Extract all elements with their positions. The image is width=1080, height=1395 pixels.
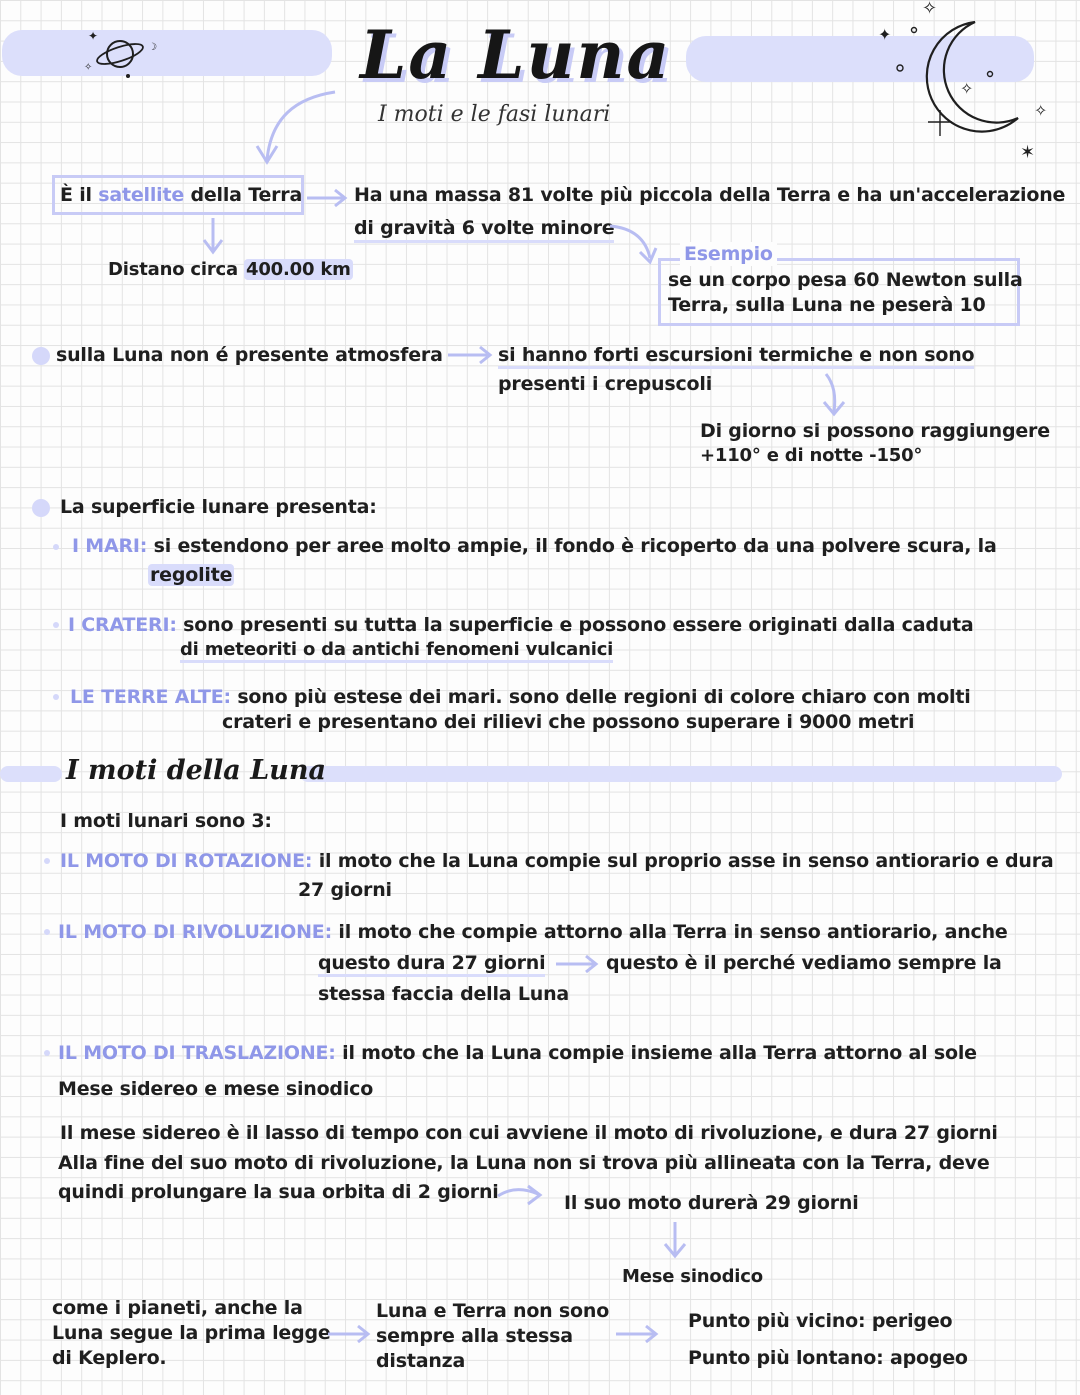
crateri-label: I CRATERI: bbox=[68, 614, 177, 636]
kepler-line-2: Luna segue la prima legge bbox=[52, 1322, 331, 1344]
svg-text:☽: ☽ bbox=[148, 42, 157, 53]
svg-text:✦: ✦ bbox=[88, 29, 99, 43]
bullet-dot-2 bbox=[32, 499, 50, 517]
bullet bbox=[44, 858, 50, 864]
rivoluzione-result: questo è il perché vediamo sempre la bbox=[606, 952, 1002, 974]
apogeo: Punto più lontano: apogeo bbox=[688, 1347, 968, 1369]
svg-text:✧: ✧ bbox=[84, 62, 93, 73]
kepler-mid-1: Luna e Terra non sono bbox=[376, 1300, 610, 1322]
curved-arrow-icon-2 bbox=[608, 222, 658, 266]
terre-line-2: crateri e presentano dei rilievi che possono superare i 9000 metri bbox=[222, 711, 915, 733]
distance-value: 400.00 km bbox=[246, 259, 351, 280]
atmosphere-result-line-1: si hanno forti escursioni termiche e non sono bbox=[498, 343, 974, 367]
example-line-2: Terra, sulla Luna ne peserà 10 bbox=[668, 294, 986, 316]
bullet bbox=[53, 694, 59, 700]
planet-icon bbox=[84, 26, 164, 82]
mesi-result: Il suo moto durerà 29 giorni bbox=[564, 1192, 859, 1214]
arrow-right-icon-6 bbox=[614, 1324, 660, 1344]
page-title: La Luna bbox=[360, 16, 672, 94]
crateri-line-1: I CRATERI: sono presenti su tutta la superficie e possono essere originati dalla caduta bbox=[68, 614, 974, 636]
kepler-line-3: di Keplero. bbox=[52, 1347, 167, 1369]
mari-line-2: regolite bbox=[150, 564, 233, 586]
rotazione-label: IL MOTO DI ROTAZIONE: bbox=[60, 850, 313, 872]
atmosphere-result-line-2: presenti i crepuscoli bbox=[498, 373, 713, 395]
rotazione-line-2: 27 giorni bbox=[298, 879, 392, 901]
bullet bbox=[53, 544, 59, 550]
temperature-line-2: +110° e di notte -150° bbox=[700, 445, 923, 466]
section-band-right bbox=[300, 766, 1062, 782]
rivoluzione-line-2: questo dura 27 giorni bbox=[318, 951, 545, 975]
rivoluzione-label: IL MOTO DI RIVOLUZIONE: bbox=[58, 921, 332, 943]
header-band-left bbox=[2, 30, 332, 76]
perigeo: Punto più vicino: perigeo bbox=[688, 1310, 953, 1332]
massa-line-2: di gravità 6 volte minore bbox=[354, 216, 614, 243]
satellite-keyword: satellite bbox=[98, 184, 185, 206]
svg-text:✧: ✧ bbox=[1034, 101, 1048, 120]
kepler-mid-2: sempre alla stessa bbox=[376, 1325, 573, 1347]
temperature-line-1: Di giorno si possono raggiungere bbox=[700, 420, 1050, 442]
mari-label: I MARI: bbox=[72, 535, 148, 557]
rivoluzione-line-3: stessa faccia della Luna bbox=[318, 983, 570, 1005]
page-subtitle: I moti e le fasi lunari bbox=[378, 102, 611, 127]
arrow-right-icon-2 bbox=[446, 345, 494, 365]
satellite-text: È il satellite della Terra bbox=[60, 184, 303, 206]
bullet bbox=[53, 622, 59, 628]
massa-line-1: Ha una massa 81 volte più piccola della Terra e ha un'accelerazione bbox=[354, 184, 1066, 206]
distance-text: Distano circa 400.00 km bbox=[108, 259, 351, 280]
curved-arrow-icon bbox=[255, 88, 345, 168]
mari-line-1: I MARI: si estendono per aree molto ampie, il fondo è ricoperto da una polvere scura, la bbox=[72, 535, 997, 557]
kepler-line-1: come i pianeti, anche la bbox=[52, 1297, 303, 1319]
traslazione-line-1: IL MOTO DI TRASLAZIONE: il moto che la Luna compie insieme alla Terra attorno al sole bbox=[58, 1042, 977, 1064]
moti-heading: I moti della Luna bbox=[66, 755, 326, 786]
bullet-dot bbox=[32, 347, 50, 365]
svg-text:✧: ✧ bbox=[922, 0, 938, 19]
mesi-line-2: Alla fine del suo moto di rivoluzione, la Luna non si trova più allineata con la Terra, deve bbox=[58, 1152, 990, 1174]
kepler-mid-3: distanza bbox=[376, 1350, 466, 1372]
section-band-left bbox=[0, 766, 62, 782]
atmosphere-text: sulla Luna non é presente atmosfera bbox=[56, 344, 443, 366]
terre-label: LE TERRE ALTE: bbox=[70, 686, 231, 708]
arrow-right-icon-5 bbox=[326, 1324, 372, 1344]
mesi-line-3: quindi prolungare la sua orbita di 2 giorni bbox=[58, 1181, 499, 1203]
svg-text:✶: ✶ bbox=[1020, 142, 1036, 163]
bullet bbox=[44, 1050, 50, 1056]
moti-intro: I moti lunari sono 3: bbox=[60, 810, 272, 832]
terre-line-1: LE TERRE ALTE: sono più estese dei mari. sono delle regioni di colore chiaro con molti bbox=[70, 686, 971, 708]
arrow-right-icon-3 bbox=[554, 954, 600, 974]
svg-text:✦: ✦ bbox=[878, 25, 892, 44]
arrow-down-icon-3 bbox=[660, 1220, 690, 1260]
bullet bbox=[44, 929, 50, 935]
arrow-right-icon bbox=[305, 188, 349, 208]
svg-text:✧: ✧ bbox=[960, 79, 974, 98]
arrow-down-icon bbox=[200, 216, 226, 256]
example-title: Esempio bbox=[680, 242, 777, 266]
surface-intro: La superficie lunare presenta: bbox=[60, 496, 377, 518]
crateri-line-2: di meteoriti o da antichi fenomeni vulcanici bbox=[180, 638, 613, 662]
example-line-1: se un corpo pesa 60 Newton sulla bbox=[668, 269, 1023, 291]
mesi-line-1: Il mese sidereo è il lasso di tempo con cui avviene il moto di rivoluzione, e dura 27 giorni bbox=[60, 1122, 998, 1144]
arrow-down-icon-2 bbox=[816, 372, 850, 418]
rotazione-line-1: IL MOTO DI ROTAZIONE: il moto che la Luna compie sul proprio asse in senso antiorario e dura bbox=[60, 850, 1054, 872]
mese-sinodico: Mese sinodico bbox=[622, 1266, 763, 1287]
mesi-heading: Mese sidereo e mese sinodico bbox=[58, 1078, 374, 1100]
traslazione-label: IL MOTO DI TRASLAZIONE: bbox=[58, 1042, 336, 1064]
moon-icon bbox=[870, 0, 1060, 170]
rivoluzione-line-1: IL MOTO DI RIVOLUZIONE: il moto che compie attorno alla Terra in senso antiorario, anche bbox=[58, 921, 1008, 943]
arrow-right-icon-4 bbox=[496, 1184, 544, 1206]
